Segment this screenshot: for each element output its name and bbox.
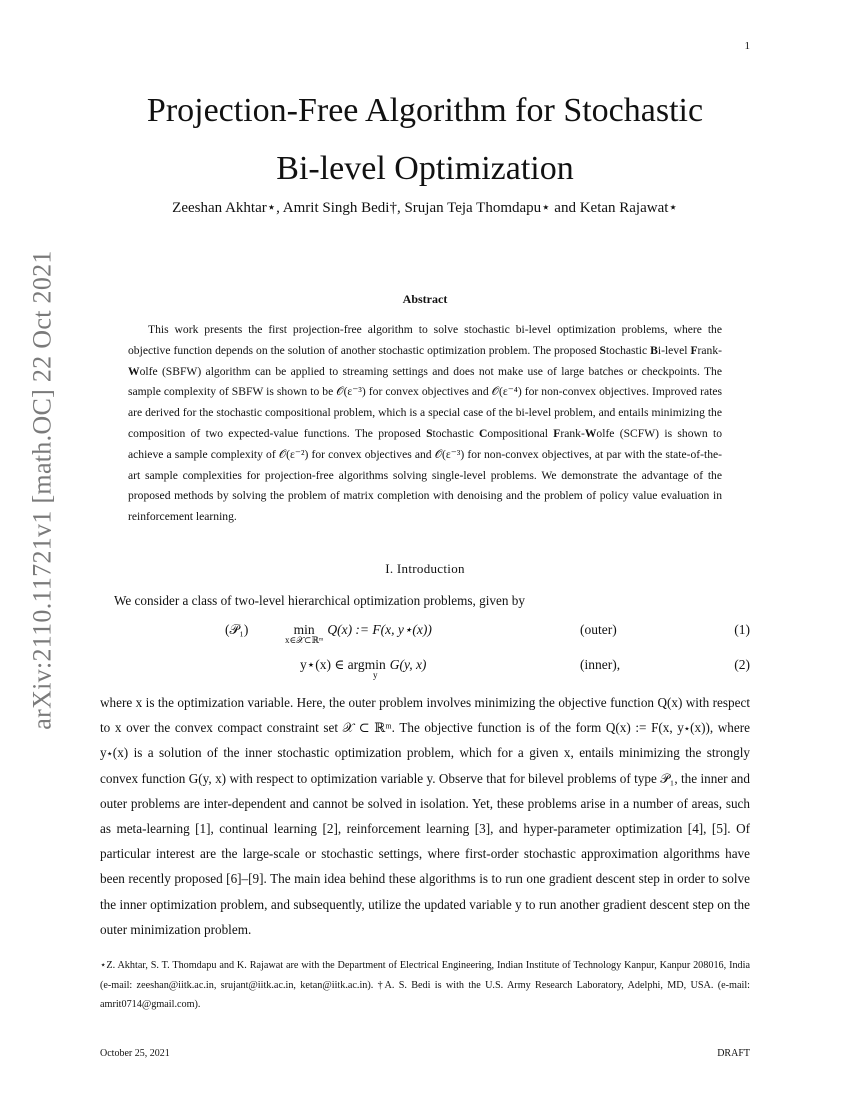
- equation-2-tag: (inner),: [580, 657, 621, 672]
- paper-title: [100, 82, 750, 198]
- author-list: Zeeshan Akhtar⋆, Amrit Singh Bedi†, Srujan Teja Thomdapu⋆ and Ketan Rajawat⋆: [172, 200, 678, 216]
- title-line-2: Bi-level Optimization: [276, 150, 574, 187]
- author-footnote: ⋆Z. Akhtar, S. T. Thomdapu and K. Rajawat are with the Department of Electrical Engineering, Indian Institute of Technology Kanpur, Kanpur 208016, India (e-mail: zeeshan@iitk.ac.in, srujant@iitk.ac.in, ketan@iitk.ac.in). †A. S. Bedi is with the U.S. Army Research Laboratory, Adelphi, MD, USA. (e-mail: amrit0714@gmail.com).: [100, 960, 750, 1011]
- abstract-heading: Abstract: [402, 292, 448, 306]
- section-heading-introduction: I. Introduction: [385, 561, 465, 576]
- abstract-body: This work presents the first projection-free algorithm to solve stochastic bi-level optimization problems, where the objective function depends on the solution of another stochastic optimization problem. The proposed Stochastic Bi-level Frank-Wolfe (SBFW) algorithm can be applied to streaming settings and does not make use of large batches or checkpoints. The sample complexity of SBFW is shown to be 𝒪(ε⁻³) for convex objectives and 𝒪(ε⁻⁴) for non-convex objectives. Improved rates are derived for the stochastic compositional problem, which is a special case of the bi-level problem, and entails minimizing the composition of two expected-value functions. The proposed Stochastic Compositional Frank-Wolfe (SCFW) is shown to achieve a sample complexity of 𝒪(ε⁻²) for convex objectives and 𝒪(ε⁻³) for non-convex objectives, at par with the state-of-the-art sample complexities for projection-free algorithms solving single-level problems. We demonstrate the advantage of the proposed methods by solving the problem of matrix completion with denoising and the problem of policy value evaluation in reinforcement learning.: [128, 323, 723, 524]
- equation-1-expression: min x∈𝒳⊂ℝᵐ Q(x) := F(x, y⋆(x)): [285, 622, 432, 645]
- equation-2-number: (2): [734, 657, 750, 672]
- footer-status: DRAFT: [717, 1048, 750, 1059]
- equation-1-tag: (outer): [580, 622, 617, 637]
- equation-2-expression: y⋆(x) ∈ argmin y G(y, x): [300, 657, 427, 680]
- intro-paragraph-1: We consider a class of two-level hierarchical optimization problems, given by: [114, 593, 525, 608]
- arxiv-stamp-text: arXiv:2110.11721v1 [math.OC] 22 Oct 2021: [28, 250, 57, 730]
- equation-1: [100, 622, 750, 652]
- footer-date: October 25, 2021: [100, 1048, 170, 1059]
- equation-2: [100, 657, 750, 687]
- equation-1-number: (1): [734, 622, 750, 637]
- title-line-1: Projection-Free Algorithm for Stochastic: [146, 92, 704, 129]
- page-number: 1: [744, 40, 750, 52]
- equation-1-label: (𝒫₁): [225, 622, 249, 637]
- intro-paragraph-2: where x is the optimization variable. Here, the outer problem involves minimizing the objective function Q(x) with respect to x over the convex compact constraint set 𝒳 ⊂ ℝᵐ. The objective function is of the form Q(x) := F(x, y⋆(x)), where y⋆(x) is a solution of the inner stochastic optimization problem, which for a given x, entails minimizing the strongly convex function G(y, x) with respect to optimization variable y. Observe that for bilevel problems of type 𝒫₁, the inner and outer problems are inter-dependent and cannot be solved in isolation. Yet, these problems arise in a number of areas, such as meta-learning [1], continual learning [2], reinforcement learning [3], and hyper-parameter optimization [4], [5]. Of particular interest are the large-scale or stochastic settings, where first-order stochastic approximation algorithms have been recently proposed [6]–[9]. The main idea behind these algorithms is to run one gradient descent step in order to solve the inner optimization problem, and subsequently, utilize the updated variable y to run another gradient descent step on the outer minimization problem.: [100, 695, 750, 937]
- arxiv-stamp: [18, 250, 68, 730]
